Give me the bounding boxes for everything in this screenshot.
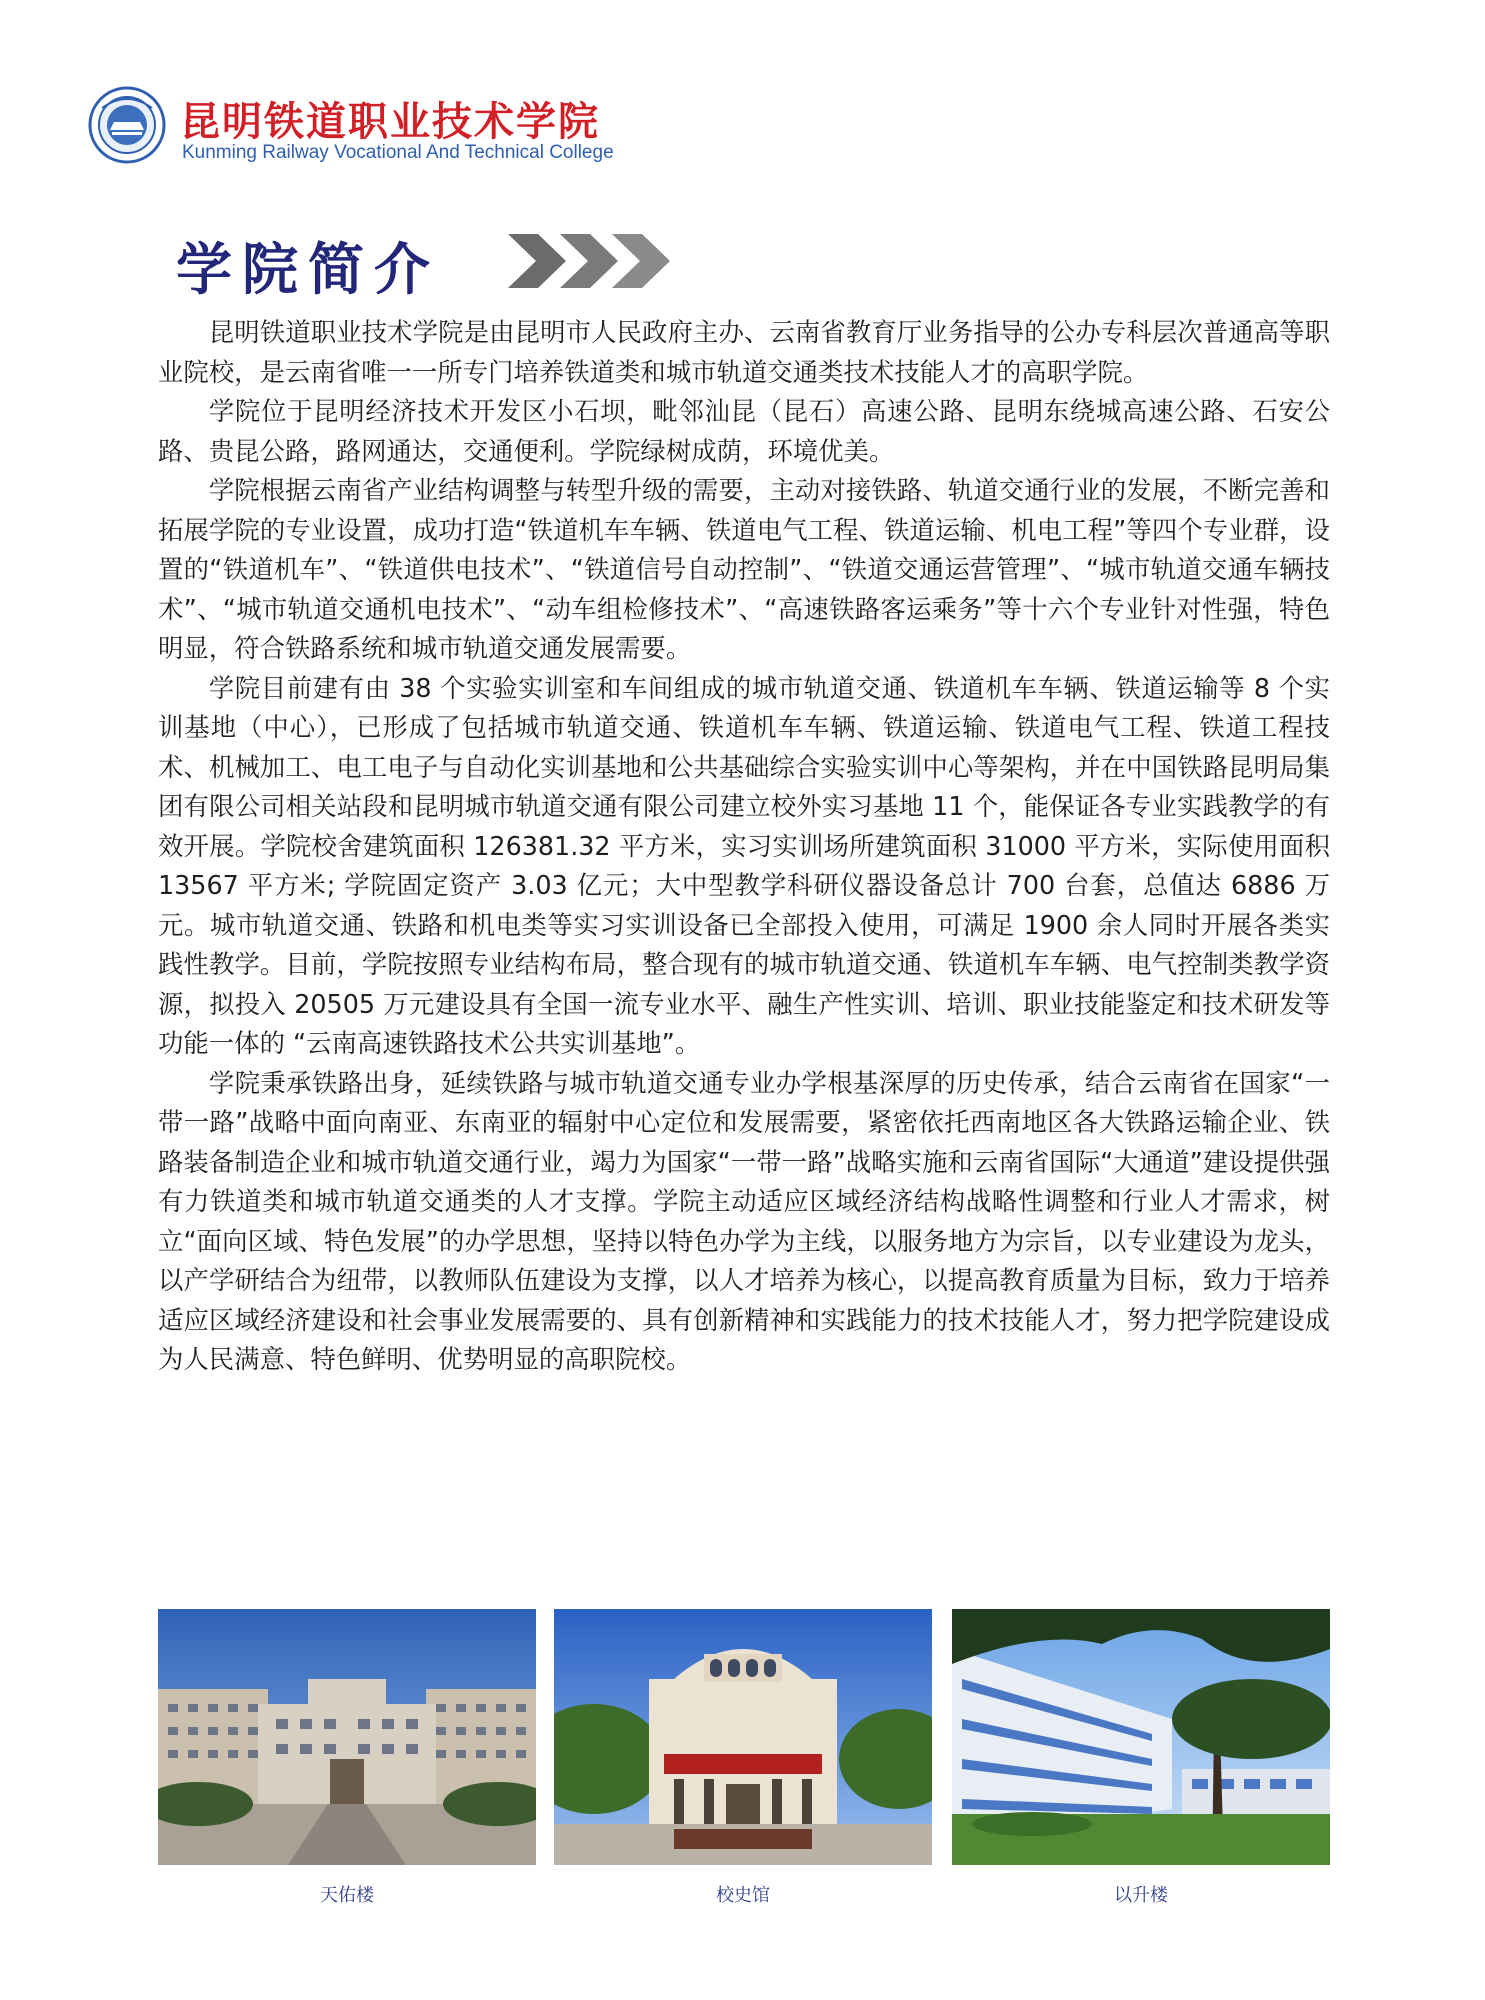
photo-caption-3: 以升楼 <box>1114 1885 1168 1906</box>
college-name-en: Kunming Railway Vocational And Technical College <box>182 142 614 163</box>
college-name-cn: 昆明铁道职业技术学院 <box>180 98 600 145</box>
triple-chevron-right-icon <box>496 228 826 294</box>
photo-caption-1: 天佑楼 <box>320 1885 374 1906</box>
paragraph-5: 学院秉承铁路出身，延续铁路与城市轨道交通专业办学根基深厚的历史传承，结合云南省在国家“一带一路”战略中面向南亚、东南亚的辐射中心定位和发展需要，紧密依托西南地区各大铁路运输企业、铁路装备制造企业和城市轨道交通行业，竭力为国家“一带一路”战略实施和云南省国际“大通道”建设提供强有力铁道类和城市轨道交通类的人才支撑。学院主动适应区域经济结构战略性调整和行业人才需求，树立“面向区域、特色发展”的办学思想，坚持以特色办学为主线，以服务地方为宗旨，以专业建设为龙头，以产学研结合为纽带，以教师队伍建设为支撑，以人才培养为核心，以提高教育质量为目标，致力于培养适应区域经济建设和社会事业发展需要的、具有创新精神和实践能力的技术技能人才，努力把学院建设成为人民满意、特色鲜明、优势明显的高职院校。 <box>158 1067 1330 1374</box>
paragraph-1: 昆明铁道职业技术学院是由昆明市人民政府主办、云南省教育厅业务指导的公办专科层次普通高等职业院校，是云南省唯一一所专门培养铁道类和城市轨道交通类技术技能人才的高职学院。 <box>158 317 1330 387</box>
photo-history-museum <box>554 1609 932 1865</box>
photo-gallery <box>158 1609 1330 1909</box>
photo-caption-2: 校史馆 <box>716 1885 770 1906</box>
photo-tianyou-building <box>158 1609 536 1865</box>
page-header <box>88 86 688 166</box>
college-emblem-icon <box>88 86 166 164</box>
section-title: 学院简介 <box>176 238 440 303</box>
section-heading <box>176 226 676 303</box>
photo-yisheng-building <box>952 1609 1330 1865</box>
intro-article <box>158 313 1330 1380</box>
paragraph-3: 学院根据云南省产业结构调整与转型升级的需要，主动对接铁路、轨道交通行业的发展，不断完善和拓展学院的专业设置，成功打造“铁道机车车辆、铁道电气工程、铁道运输、机电工程”等四个专业群，设置的“铁道机车”、“铁道供电技术”、“铁道信号自动控制”、“铁道交通运营管理”、“城市轨道交通车辆技术”、“城市轨道交通机电技术”、“动车组检修技术”、“高速铁路客运乘务”等十六个专业针对性强，特色明显，符合铁路系统和城市轨道交通发展需要。 <box>158 475 1330 663</box>
paragraph-4: 学院目前建有由 38 个实验实训室和车间组成的城市轨道交通、铁道机车车辆、铁道运输等 8 个实训基地（中心），已形成了包括城市轨道交通、铁道机车车辆、铁道运输、铁道电气工程、铁道工程技术、机械加工、电工电子与自动化实训基地和公共基础综合实验实训中心等架构，并在中国铁路昆明局集团有限公司相关站段和昆明城市轨道交通有限公司建立校外实习基地 11 个，能保证各专业实践教学的有效开展。学院校舍建筑面积 126381.32 平方米，实习实训场所建筑面积 31000 平方米，实际使用面积 13567 平方米; 学院固定资产 3.03 亿元；大中型教学科研仪器设备总计 700 台套，总值达 6886 万元。城市轨道交通、铁路和机电类等实习实训设备已全部投入使用，可满足 1900 余人同时开展各类实践性教学。目前，学院按照专业结构布局，整合现有的城市轨道交通、铁道机车车辆、电气控制类教学资源，拟投入 20505 万元建设具有全国一流专业水平、融生产性实训、培训、职业技能鉴定和技术研发等功能一体的 “云南高速铁路技术公共实训基地”。 <box>158 672 1330 1058</box>
paragraph-2: 学院位于昆明经济技术开发区小石坝，毗邻汕昆（昆石）高速公路、昆明东绕城高速公路、石安公路、贵昆公路，路网通达，交通便利。学院绿树成荫，环境优美。 <box>158 396 1330 466</box>
